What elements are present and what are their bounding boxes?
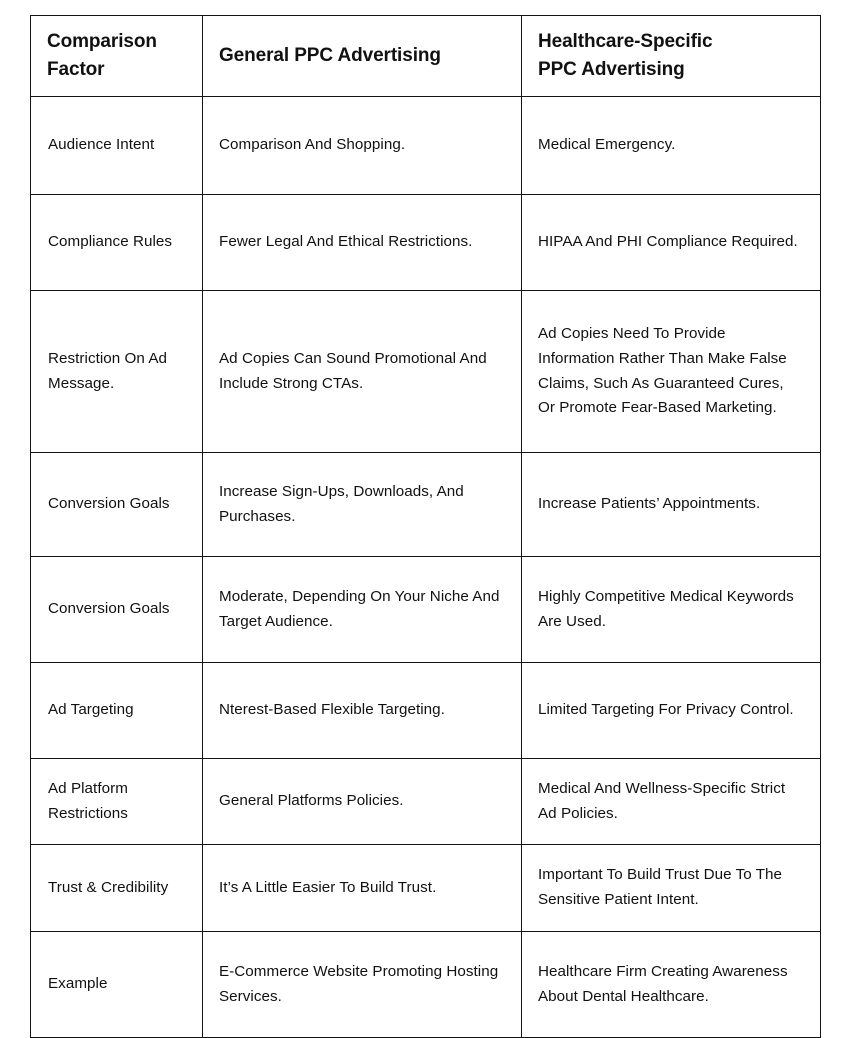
header-line-1: Comparison (47, 31, 157, 52)
cell-general: Increase Sign-Ups, Downloads, And Purchases. (203, 453, 522, 557)
cell-healthcare: Highly Competitive Medical Keywords Are Used. (522, 557, 821, 663)
cell-general: General Platforms Policies. (203, 759, 522, 845)
comparison-table (30, 15, 821, 1038)
cell-general: Ad Copies Can Sound Promotional And Include Strong CTAs. (203, 291, 522, 453)
cell-factor: Ad Platform Restrictions (31, 759, 203, 845)
cell-general: Comparison And Shopping. (203, 97, 522, 195)
cell-general: Fewer Legal And Ethical Restrictions. (203, 195, 522, 291)
cell-healthcare: Medical And Wellness-Specific Strict Ad Policies. (522, 759, 821, 845)
cell-factor: Restriction On Ad Message. (31, 291, 203, 453)
column-header-healthcare-ppc (522, 16, 821, 97)
table-row (31, 557, 821, 663)
cell-factor: Trust & Credibility (31, 845, 203, 932)
table-row (31, 932, 821, 1038)
table-header (31, 16, 821, 97)
header-line-2: PPC Advertising (538, 58, 685, 80)
cell-general: E-Commerce Website Promoting Hosting Services. (203, 932, 522, 1038)
table-row (31, 195, 821, 291)
table-container (30, 15, 820, 1005)
cell-healthcare: Medical Emergency. (522, 97, 821, 195)
cell-general: It’s A Little Easier To Build Trust. (203, 845, 522, 932)
cell-general: Moderate, Depending On Your Niche And Target Audience. (203, 557, 522, 663)
cell-factor: Compliance Rules (31, 195, 203, 291)
column-header-comparison-factor (31, 16, 203, 97)
cell-healthcare: Limited Targeting For Privacy Control. (522, 663, 821, 759)
cell-factor: Example (31, 932, 203, 1038)
cell-factor: Ad Targeting (31, 663, 203, 759)
cell-healthcare: Increase Patients’ Appointments. (522, 453, 821, 557)
column-header-general-ppc (203, 16, 522, 97)
header-line-1: Healthcare-Specific (538, 31, 713, 52)
cell-healthcare: Important To Build Trust Due To The Sensitive Patient Intent. (522, 845, 821, 932)
table-body (31, 97, 821, 1038)
cell-factor: Audience Intent (31, 97, 203, 195)
header-line-2: Factor (47, 58, 105, 80)
cell-factor: Conversion Goals (31, 453, 203, 557)
cell-healthcare: Ad Copies Need To Provide Information Rather Than Make False Claims, Such As Guaranteed Cures, Or Promote Fear-Based Marketing. (522, 291, 821, 453)
cell-factor: Conversion Goals (31, 557, 203, 663)
table-row (31, 845, 821, 932)
table-row (31, 663, 821, 759)
cell-general: Nterest-Based Flexible Targeting. (203, 663, 522, 759)
cell-healthcare: Healthcare Firm Creating Awareness About Dental Healthcare. (522, 932, 821, 1038)
table-row (31, 97, 821, 195)
cell-healthcare: HIPAA And PHI Compliance Required. (522, 195, 821, 291)
header-row (31, 16, 821, 97)
table-row (31, 291, 821, 453)
table-row (31, 759, 821, 845)
table-row (31, 453, 821, 557)
header-line-1: General PPC Advertising (219, 44, 441, 66)
